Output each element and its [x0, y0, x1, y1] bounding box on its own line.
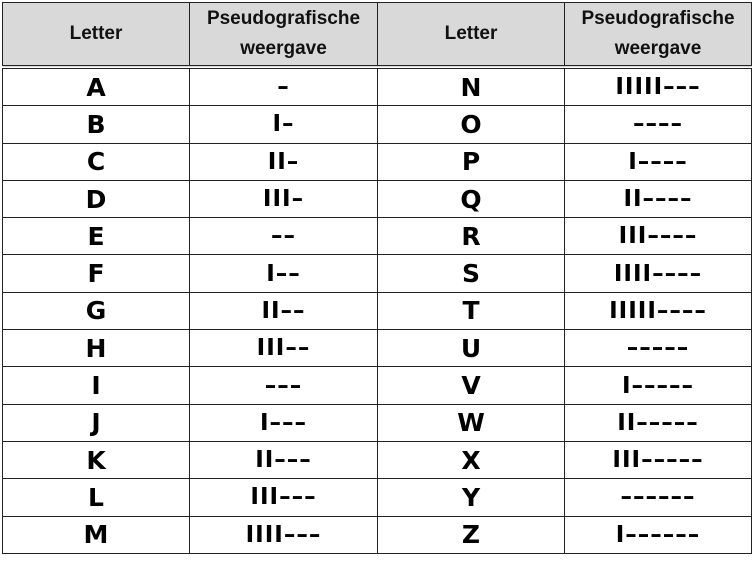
table-row	[3, 67, 752, 106]
letter-cell: A	[3, 67, 190, 106]
pseudo-code-cell: II––	[190, 292, 378, 329]
letter-code-table	[2, 2, 752, 554]
header-pseudo-left	[190, 3, 378, 68]
table-row	[3, 106, 752, 143]
letter-cell: I	[3, 367, 190, 404]
header-letter-left: Letter	[3, 3, 190, 68]
header-letter-right: Letter	[378, 3, 565, 68]
pseudo-code-cell: ––––	[565, 106, 752, 143]
letter-cell: B	[3, 106, 190, 143]
pseudo-code-cell: IIIII––––	[565, 292, 752, 329]
letter-cell: K	[3, 441, 190, 478]
header-row	[3, 3, 752, 68]
letter-cell: W	[378, 404, 565, 441]
letter-cell: H	[3, 330, 190, 367]
header-pseudo-right-line2: weergave	[614, 38, 702, 59]
table-row	[3, 218, 752, 255]
letter-cell: L	[3, 479, 190, 516]
letter-cell: X	[378, 441, 565, 478]
table-row	[3, 255, 752, 292]
table-row	[3, 404, 752, 441]
letter-cell: M	[3, 516, 190, 553]
letter-cell: C	[3, 143, 190, 180]
table-body	[3, 67, 752, 553]
letter-cell: E	[3, 218, 190, 255]
header-pseudo-right-line1: Pseudografische	[581, 8, 735, 29]
letter-cell: Y	[378, 479, 565, 516]
letter-cell: Z	[378, 516, 565, 553]
pseudo-code-cell: I–––	[190, 404, 378, 441]
letter-cell: U	[378, 330, 565, 367]
pseudo-code-cell: III–––––	[565, 441, 752, 478]
table-row	[3, 292, 752, 329]
pseudo-code-cell: I–––––	[565, 367, 752, 404]
table-row	[3, 180, 752, 217]
table-row	[3, 516, 752, 553]
header-pseudo-right	[565, 3, 752, 68]
pseudo-code-cell: ––	[190, 218, 378, 255]
letter-cell: O	[378, 106, 565, 143]
pseudo-code-cell: –––––	[565, 330, 752, 367]
pseudo-code-cell: IIIII–––	[565, 67, 752, 106]
pseudo-code-cell: IIII––––	[565, 255, 752, 292]
pseudo-code-cell: I––––––	[565, 516, 752, 553]
pseudo-code-cell: I––	[190, 255, 378, 292]
pseudo-code-cell: I–	[190, 106, 378, 143]
pseudo-code-cell: III––	[190, 330, 378, 367]
header-pseudo-left-line2: weergave	[240, 38, 327, 59]
table-row	[3, 441, 752, 478]
letter-cell: V	[378, 367, 565, 404]
letter-cell: F	[3, 255, 190, 292]
table-row	[3, 479, 752, 516]
letter-cell: N	[378, 67, 565, 106]
letter-cell: T	[378, 292, 565, 329]
letter-cell: D	[3, 180, 190, 217]
header-pseudo-left-line1: Pseudografische	[206, 8, 361, 29]
pseudo-code-cell: I––––	[565, 143, 752, 180]
pseudo-code-cell: II––––	[565, 180, 752, 217]
letter-cell: Q	[378, 180, 565, 217]
pseudo-code-cell: III–––	[190, 479, 378, 516]
pseudo-code-cell: II–	[190, 143, 378, 180]
pseudo-code-cell: III–	[190, 180, 378, 217]
letter-cell: P	[378, 143, 565, 180]
pseudo-code-cell: II–––	[190, 441, 378, 478]
pseudo-code-cell: –	[190, 67, 378, 106]
pseudo-code-cell: IIII–––	[190, 516, 378, 553]
pseudo-code-cell: –––	[190, 367, 378, 404]
letter-cell: G	[3, 292, 190, 329]
table-row	[3, 143, 752, 180]
pseudo-code-cell: ––––––	[565, 479, 752, 516]
table-row	[3, 367, 752, 404]
letter-cell: J	[3, 404, 190, 441]
pseudo-code-cell: II–––––	[565, 404, 752, 441]
letter-cell: S	[378, 255, 565, 292]
table-header	[3, 3, 752, 68]
table-row	[3, 330, 752, 367]
letter-cell: R	[378, 218, 565, 255]
pseudo-code-cell: III––––	[565, 218, 752, 255]
